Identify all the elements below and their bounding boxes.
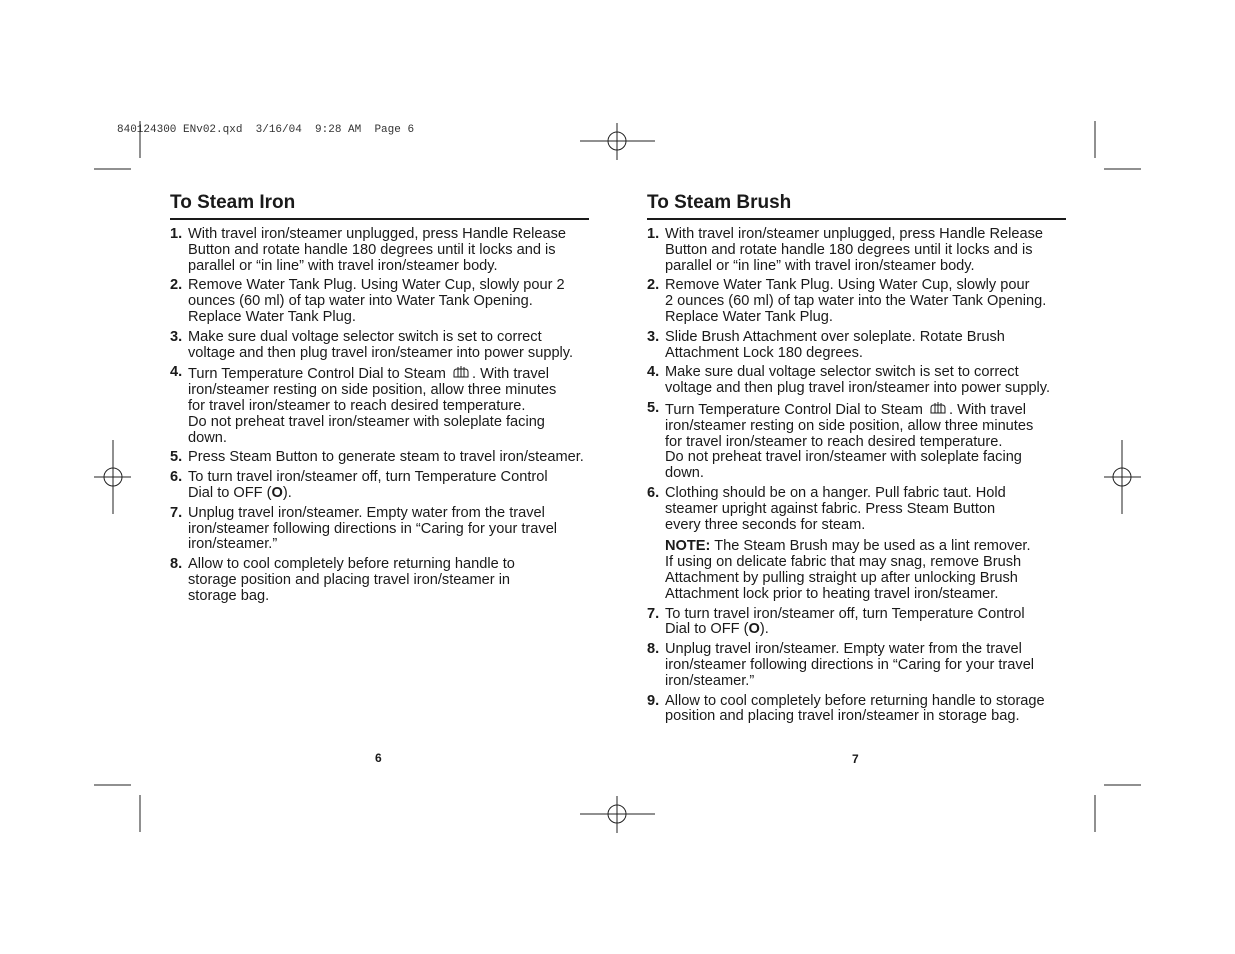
step-number: 4. <box>647 364 660 381</box>
registration-mark-bottom <box>580 796 655 833</box>
step-item: 7. Unplug travel iron/steamer. Empty water from the travel iron/steamer following directions in “Caring for your travel iron/steamer.” <box>170 504 558 553</box>
step-number: 1. <box>170 226 183 242</box>
step-item: 5. Turn Temperature Control Dial to Steam . With travel iron/steamer resting on side position, allow three minutes for travel iron/steamer to reach desired temperature. Do not preheat travel iron/steamer with soleplate facing down. <box>647 399 1034 482</box>
steam-icon <box>451 365 471 379</box>
steam-icon <box>928 401 948 415</box>
note-block: NOTE: The Steam Brush may be used as a lint remover. If using on delicate fabric that may snag, remove Brush Attachment by pulling straight up after unlocking Brush Attachment lock prior to heating travel iron/steamer. <box>665 538 1031 602</box>
page-number-right: 7 <box>852 752 859 766</box>
registration-mark-right <box>1104 440 1141 514</box>
steam-iron-steps <box>170 227 589 605</box>
step-number: 3. <box>170 328 183 345</box>
step-number: 2. <box>647 277 660 294</box>
step-item: 3. Make sure dual voltage selector switch is set to correct voltage and then plug travel iron/steamer into power supply. <box>170 328 574 361</box>
step-item: 2. Remove Water Tank Plug. Using Water Cup, slowly pour 2 ounces (60 ml) of tap water into the Water Tank Opening. Replace Water Tank Plug. <box>647 277 1047 325</box>
step-number: 3. <box>647 328 660 345</box>
step-number: 8. <box>647 641 660 658</box>
step-number: 2. <box>170 277 183 294</box>
page-number-left: 6 <box>375 751 382 765</box>
registration-mark-top <box>580 123 655 160</box>
step-item: 1. With travel iron/steamer unplugged, press Handle Release Button and rotate handle 180 degrees until it locks and is parallel or “in line” with travel iron/steamer body. <box>170 226 567 274</box>
file-slug: 840124300 ENv02.qxd 3/16/04 9:28 AM Page 6 <box>117 124 415 136</box>
step-number: 5. <box>647 399 660 416</box>
step-number: 5. <box>170 449 183 466</box>
step-item: 1. With travel iron/steamer unplugged, press Handle Release Button and rotate handle 180 degrees until it locks and is parallel or “in line” with travel iron/steamer body. <box>647 226 1044 274</box>
step-item: 2. Remove Water Tank Plug. Using Water Cup, slowly pour 2 ounces (60 ml) of tap water into Water Tank Opening. Replace Water Tank Plug. <box>170 277 565 325</box>
step-item: 3. Slide Brush Attachment over soleplate. Rotate Brush Attachment Lock 180 degrees. <box>647 328 1005 361</box>
step-item: 5. Press Steam Button to generate steam to travel iron/steamer. <box>170 449 584 466</box>
note-label: NOTE: <box>665 538 711 555</box>
step-number: 1. <box>647 226 660 242</box>
step-number: 7. <box>647 605 660 622</box>
steam-brush-steps <box>647 227 1066 725</box>
step-number: 6. <box>647 484 660 501</box>
step-item: 4. Turn Temperature Control Dial to Steam . With travel iron/steamer resting on side position, allow three minutes for travel iron/steamer to reach desired temperature. Do not preheat travel iron/steamer with soleplate facing down. <box>170 364 557 446</box>
step-item: 8. Allow to cool completely before returning handle to storage position and placing travel iron/steamer in storage bag. <box>170 556 515 604</box>
right-page <box>647 191 1066 729</box>
step-item: 9. Allow to cool completely before returning handle to storage position and placing travel iron/steamer in storage bag. <box>647 692 1045 725</box>
step-item: 6. Clothing should be on a hanger. Pull fabric taut. Hold steamer upright against fabric. Press Steam Button every three seconds for steam. NOTE: The Steam Brush may be used as a lint remover. If using on delicate fabric that may snag, remove Brush Attachment by pulling straight up after unlocking Brush Attachment lock prior to heating travel iron/steamer. <box>647 486 1066 603</box>
left-page <box>170 191 589 609</box>
step-item: 7. To turn travel iron/steamer off, turn Temperature Control Dial to OFF (O). <box>647 605 1025 638</box>
step-number: 6. <box>170 469 183 486</box>
section-heading-steam-iron: To Steam Iron <box>170 191 589 220</box>
step-number: 7. <box>170 504 183 521</box>
step-item: 8. Unplug travel iron/steamer. Empty water from the travel iron/steamer following directions in “Caring for your travel iron/steamer.” <box>647 641 1035 689</box>
step-item: 6. To turn travel iron/steamer off, turn Temperature Control Dial to OFF (O). <box>170 469 548 501</box>
step-number: 9. <box>647 692 660 709</box>
registration-mark-left <box>94 440 131 514</box>
step-item: 4. Make sure dual voltage selector switch is set to correct voltage and then plug travel iron/steamer into power supply. <box>647 364 1051 397</box>
step-number: 8. <box>170 556 183 573</box>
section-heading-steam-brush: To Steam Brush <box>647 191 1066 220</box>
step-number: 4. <box>170 364 183 381</box>
